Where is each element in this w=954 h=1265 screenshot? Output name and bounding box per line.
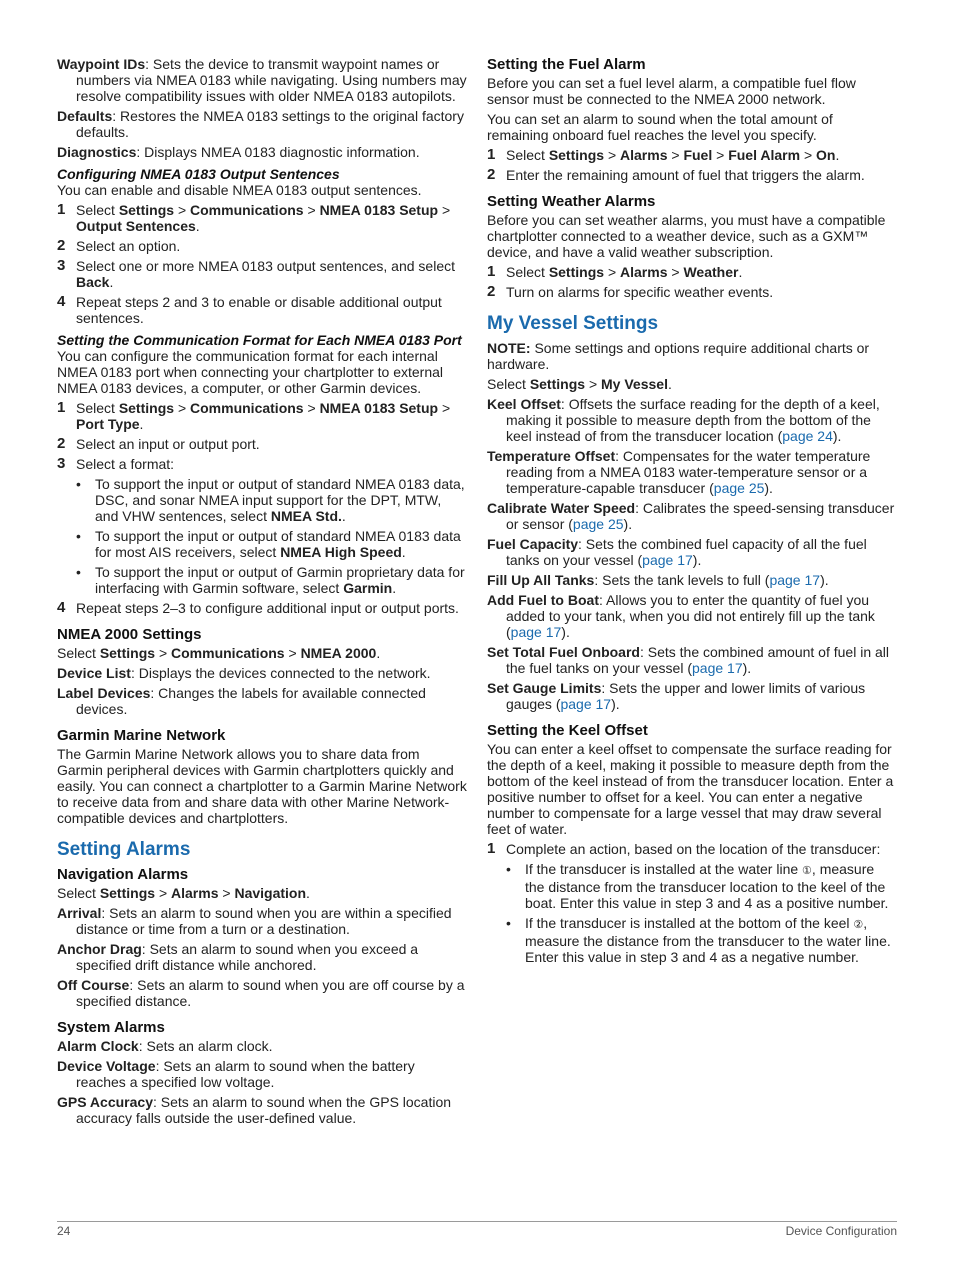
setting-alarms-heading: Setting Alarms xyxy=(57,839,191,860)
set-total-fuel-link[interactable]: page 17 xyxy=(692,660,743,676)
comm-step-3: 3 Select a format: xyxy=(57,455,175,472)
temperature-offset-link[interactable]: page 25 xyxy=(713,480,765,496)
keel-offset-link[interactable]: page 24 xyxy=(782,428,833,444)
fill-up-all-tanks-link[interactable]: page 17 xyxy=(769,572,821,588)
system-alarms-heading: System Alarms xyxy=(57,1019,165,1036)
fuel-alarm-p1: Before you can set a fuel level alarm, a compatible fuel flow sensor must be connected to the NMEA 2000 network. xyxy=(487,75,856,107)
fuel-alarm-heading: Setting the Fuel Alarm xyxy=(487,56,646,73)
config-step-2: 2 Select an option. xyxy=(57,237,181,254)
add-fuel-item: Add Fuel to Boat: Allows you to enter the quantity of fuel you added to your tank, when you did not entirely fill up the tank (page 17). xyxy=(487,592,875,640)
device-voltage-item: Device Voltage: Sets an alarm to sound when the battery reaches a specified low voltage. xyxy=(57,1058,415,1090)
anchor-drag-item: Anchor Drag: Sets an alarm to sound when you exceed a specified drift distance while anchored. xyxy=(57,941,419,973)
weather-step-1: 1 Select Settings > Alarms > Weather. xyxy=(487,263,743,280)
config-output-heading: Configuring NMEA 0183 Output Sentences xyxy=(57,166,340,182)
fuel-capacity-link[interactable]: page 17 xyxy=(642,552,693,568)
page-number: 24 xyxy=(57,1224,71,1238)
keel-offset-paragraph: You can enter a keel offset to compensate the surface reading for the depth of a keel, making it possible to measure depth from the bottom of the keel instead of from the transducer location. Enter a positive number to offset for a keel. You can enter a negative number to compensate for a large vessel that may draw several feet of water. xyxy=(487,741,894,837)
label-devices-item: Label Devices: Changes the labels for available connected devices. xyxy=(57,685,426,717)
footer-section: Device Configuration xyxy=(785,1224,897,1238)
fuel-step-1: 1 Select Settings > Alarms > Fuel > Fuel Alarm > On. xyxy=(487,146,840,163)
callout-2-icon: ② xyxy=(853,919,864,931)
navigation-alarms-heading: Navigation Alarms xyxy=(57,866,189,883)
comm-step-2: 2 Select an input or output port. xyxy=(57,435,260,452)
alarm-clock-item: Alarm Clock: Sets an alarm clock. xyxy=(57,1038,273,1054)
waypoint-ids-item: Waypoint IDs: Sets the device to transmit waypoint names or numbers via NMEA 0183 while navigating. Using numbers may resolve compatibility issues with older NMEA 0183 autopilots. xyxy=(57,56,467,104)
keel-bullet-2: • If the transducer is installed at the bottom of the keel ②, measure the distance from the transducer to the water line. Enter this value in step 3 and 4 as a negative number. xyxy=(506,915,891,965)
callout-1-icon: ① xyxy=(802,865,812,877)
weather-alarms-heading: Setting Weather Alarms xyxy=(487,193,656,210)
keel-offset-heading: Setting the Keel Offset xyxy=(487,722,648,739)
set-gauge-limits-item: Set Gauge Limits: Sets the upper and lower limits of various gauges (page 17). xyxy=(487,680,866,712)
nmea2000-heading: NMEA 2000 Settings xyxy=(57,626,202,643)
comm-step-4: 4 Repeat steps 2–3 to configure additional input or output ports. xyxy=(57,599,459,616)
comm-step-1: 1 Select Settings > Communications > NMEA 0183 Setup > Port Type. xyxy=(57,399,451,432)
nmea2000-path: Select Settings > Communications > NMEA 2000. xyxy=(57,645,381,661)
fuel-step-2: 2 Enter the remaining amount of fuel that triggers the alarm. xyxy=(487,166,865,183)
comm-bullet-2: • To support the input or output of standard NMEA 0183 data for most AIS receivers, select NMEA High Speed. xyxy=(76,528,461,560)
calibrate-water-speed-link[interactable]: page 25 xyxy=(572,516,624,532)
config-output-intro: You can enable and disable NMEA 0183 output sentences. xyxy=(57,182,422,198)
keel-bullet-1: • If the transducer is installed at the water line ①, measure the distance from the transducer location to the keel of the boat. Enter this value in step 3 and 4 as a positive number. xyxy=(506,861,889,911)
keel-offset-item: Keel Offset: Offsets the surface reading for the depth of a keel, making it possible to measure depth from the bottom of the keel instead of from the transducer location (page 24). xyxy=(487,396,880,444)
navigation-alarms-path: Select Settings > Alarms > Navigation. xyxy=(57,885,310,901)
fuel-capacity-item: Fuel Capacity: Sets the combined fuel capacity of all the fuel tanks on your vessel (page 17). xyxy=(487,536,867,568)
garmin-marine-network-heading: Garmin Marine Network xyxy=(57,727,226,744)
device-list-item: Device List: Displays the devices connected to the network. xyxy=(57,665,431,681)
defaults-item: Defaults: Restores the NMEA 0183 settings to the original factory defaults. xyxy=(57,108,464,140)
comm-bullet-1: • To support the input or output of standard NMEA 0183 data, DSC, and sonar NMEA input support for the DPT, MTW, and VHW sentences, select NMEA Std.. xyxy=(76,476,465,524)
left-column xyxy=(57,56,467,1130)
fuel-alarm-p2: You can set an alarm to sound when the total amount of remaining onboard fuel reaches the level you specify. xyxy=(487,111,833,143)
keel-step-1: 1 Complete an action, based on the location of the transducer: xyxy=(487,840,881,857)
weather-step-2: 2 Turn on alarms for specific weather events. xyxy=(487,283,774,300)
footer-divider xyxy=(57,1221,897,1222)
garmin-marine-network-text: The Garmin Marine Network allows you to share data from Garmin peripheral devices with Garmin chartplotters quickly and easily. You can connect a chartplotter to a Garmin Marine Network to receive data from and share data with other Marine Network-compatible devices and chartplotters. xyxy=(57,746,467,826)
fill-up-all-tanks-item: Fill Up All Tanks: Sets the tank levels to full (page 17). xyxy=(487,572,829,588)
off-course-item: Off Course: Sets an alarm to sound when you are off course by a specified distance. xyxy=(57,977,465,1009)
diagnostics-item: Diagnostics: Displays NMEA 0183 diagnostic information. xyxy=(57,144,420,160)
config-step-4: 4 Repeat steps 2 and 3 to enable or disable additional output sentences. xyxy=(57,293,442,326)
config-step-3: 3 Select one or more NMEA 0183 output sentences, and select Back. xyxy=(57,257,456,290)
set-gauge-limits-link[interactable]: page 17 xyxy=(560,696,612,712)
temperature-offset-item: Temperature Offset: Compensates for the water temperature reading from a NMEA 0183 water-temperature sensor or a temperature-capable transducer (page 25). xyxy=(487,448,871,496)
set-total-fuel-item: Set Total Fuel Onboard: Sets the combined amount of fuel in all the fuel tanks on your vessel (page 17). xyxy=(487,644,890,676)
gps-accuracy-item: GPS Accuracy: Sets an alarm to sound when the GPS location accuracy falls outside the user-defined value. xyxy=(57,1094,452,1126)
add-fuel-link[interactable]: page 17 xyxy=(510,624,562,640)
right-column xyxy=(487,56,897,969)
weather-alarms-p1: Before you can set weather alarms, you must have a compatible chartplotter connected to a weather device, such as a GXM™ device, and have a valid weather subscription. xyxy=(487,212,886,260)
comm-format-heading: Setting the Communication Format for Each NMEA 0183 Port xyxy=(57,332,462,348)
config-step-1: 1 Select Settings > Communications > NMEA 0183 Setup > Output Sentences. xyxy=(57,201,451,234)
comm-bullet-3: • To support the input or output of Garmin proprietary data for interfacing with Garmin software, select Garmin. xyxy=(76,564,465,596)
vessel-note: NOTE: Some settings and options require additional charts or hardware. xyxy=(487,340,870,372)
my-vessel-heading: My Vessel Settings xyxy=(487,313,659,334)
arrival-item: Arrival: Sets an alarm to sound when you are within a specified distance or time from a turn or a destination. xyxy=(57,905,452,937)
comm-format-intro: You can configure the communication format for each internal NMEA 0183 port when connecting your chartplotter to external NMEA 0183 devices, a computer, or other Garmin devices. xyxy=(57,348,443,396)
vessel-path: Select Settings > My Vessel. xyxy=(487,376,672,392)
calibrate-water-speed-item: Calibrate Water Speed: Calibrates the speed-sensing transducer or sensor (page 25). xyxy=(487,500,895,532)
